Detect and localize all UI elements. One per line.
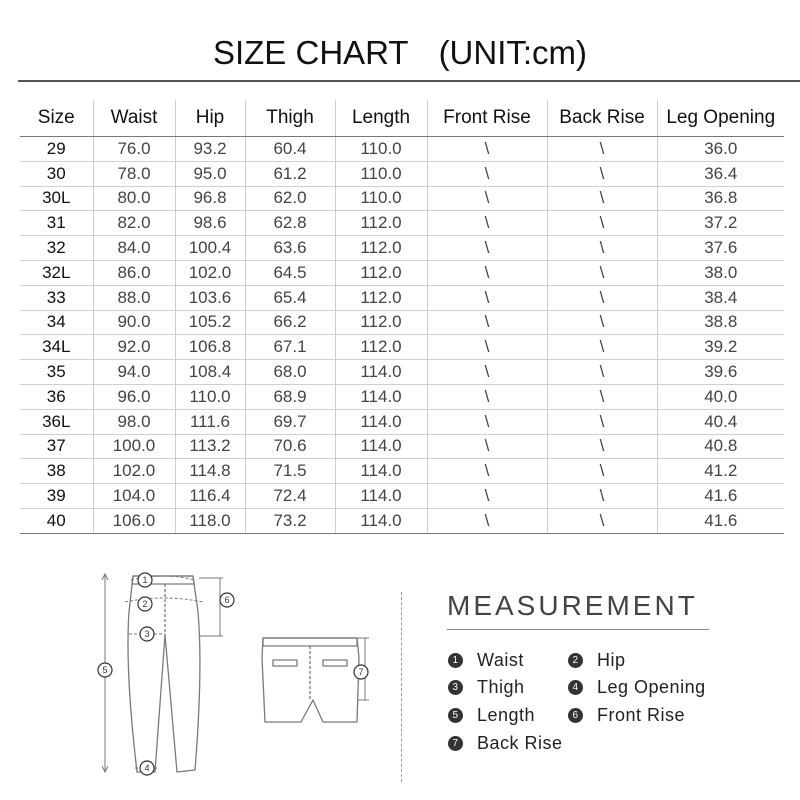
table-row <box>20 186 784 211</box>
value-cell: 95.0 <box>175 161 245 186</box>
value-cell: 63.6 <box>245 236 335 261</box>
value-cell: \ <box>427 508 547 533</box>
column-header: Leg Opening <box>657 100 784 137</box>
value-cell: \ <box>547 409 657 434</box>
value-cell: 38.0 <box>657 260 784 285</box>
size-cell: 39 <box>20 484 93 509</box>
value-cell: 65.4 <box>245 285 335 310</box>
badge-icon: 3 <box>448 680 463 695</box>
value-cell: 112.0 <box>335 260 427 285</box>
value-cell: 114.0 <box>335 459 427 484</box>
value-cell: 39.2 <box>657 335 784 360</box>
legend-item-front-rise <box>568 704 685 726</box>
table-row <box>20 161 784 186</box>
value-cell: 110.0 <box>175 384 245 409</box>
size-cell: 36 <box>20 384 93 409</box>
title-text: SIZE CHART <box>212 34 409 71</box>
value-cell: \ <box>427 409 547 434</box>
size-cell: 31 <box>20 211 93 236</box>
value-cell: 82.0 <box>93 211 175 236</box>
value-cell: 37.6 <box>657 236 784 261</box>
value-cell: 36.4 <box>657 161 784 186</box>
value-cell: 98.6 <box>175 211 245 236</box>
legend-item-thigh <box>448 676 525 698</box>
table-row <box>20 137 784 162</box>
value-cell: \ <box>427 434 547 459</box>
table-row <box>20 236 784 261</box>
value-cell: 112.0 <box>335 211 427 236</box>
value-cell: 73.2 <box>245 508 335 533</box>
svg-text:3: 3 <box>144 629 150 639</box>
pants-back-waistband <box>263 638 357 646</box>
legend-label: Leg Opening <box>597 676 706 697</box>
legend-label: Thigh <box>477 676 525 697</box>
value-cell: 103.6 <box>175 285 245 310</box>
value-cell: \ <box>547 434 657 459</box>
value-cell: 100.0 <box>93 434 175 459</box>
size-cell: 34L <box>20 335 93 360</box>
value-cell: 84.0 <box>93 236 175 261</box>
value-cell: 98.0 <box>93 409 175 434</box>
value-cell: \ <box>547 335 657 360</box>
svg-text:2: 2 <box>142 599 148 609</box>
value-cell: \ <box>427 384 547 409</box>
value-cell: \ <box>547 137 657 162</box>
value-cell: 41.2 <box>657 459 784 484</box>
legend-label: Front Rise <box>597 704 686 725</box>
table-row <box>20 508 784 533</box>
value-cell: 40.8 <box>657 434 784 459</box>
value-cell: 106.8 <box>175 335 245 360</box>
value-cell: 70.6 <box>245 434 335 459</box>
pants-back-pocket-left <box>273 660 297 666</box>
badge-icon: 6 <box>568 708 583 723</box>
legend-item-hip <box>568 649 626 671</box>
value-cell: 69.7 <box>245 409 335 434</box>
value-cell: 67.1 <box>245 335 335 360</box>
legend-title: MEASUREMENT <box>447 590 698 621</box>
svg-text:7: 7 <box>358 667 364 677</box>
size-cell: 32L <box>20 260 93 285</box>
value-cell: 60.4 <box>245 137 335 162</box>
value-cell: 114.8 <box>175 459 245 484</box>
table-row <box>20 459 784 484</box>
value-cell: 112.0 <box>335 310 427 335</box>
marker-thigh <box>140 627 154 641</box>
size-cell: 38 <box>20 459 93 484</box>
value-cell: \ <box>547 384 657 409</box>
marker-waist <box>138 573 152 587</box>
value-cell: 102.0 <box>175 260 245 285</box>
value-cell: \ <box>547 260 657 285</box>
value-cell: 114.0 <box>335 508 427 533</box>
size-cell: 30 <box>20 161 93 186</box>
column-header: Hip <box>175 100 245 137</box>
value-cell: \ <box>427 260 547 285</box>
value-cell: 68.9 <box>245 384 335 409</box>
value-cell: 39.6 <box>657 360 784 385</box>
value-cell: 36.8 <box>657 186 784 211</box>
value-cell: \ <box>427 360 547 385</box>
value-cell: 114.0 <box>335 384 427 409</box>
value-cell: 114.0 <box>335 360 427 385</box>
value-cell: 38.8 <box>657 310 784 335</box>
legend-label: Length <box>477 704 536 725</box>
size-cell: 40 <box>20 508 93 533</box>
table-row <box>20 434 784 459</box>
value-cell: \ <box>547 211 657 236</box>
value-cell: 88.0 <box>93 285 175 310</box>
value-cell: \ <box>427 310 547 335</box>
value-cell: 40.4 <box>657 409 784 434</box>
value-cell: 106.0 <box>93 508 175 533</box>
value-cell: 104.0 <box>93 484 175 509</box>
unit-text: (UNIT:cm) <box>438 34 588 71</box>
legend-label: Waist <box>477 649 524 670</box>
table-row <box>20 360 784 385</box>
value-cell: \ <box>547 484 657 509</box>
value-cell: 105.2 <box>175 310 245 335</box>
legend-underline <box>447 629 709 630</box>
value-cell: \ <box>427 161 547 186</box>
table-row <box>20 260 784 285</box>
value-cell: 38.4 <box>657 285 784 310</box>
value-cell: 114.0 <box>335 409 427 434</box>
value-cell: 102.0 <box>93 459 175 484</box>
value-cell: 72.4 <box>245 484 335 509</box>
value-cell: 62.8 <box>245 211 335 236</box>
marker-length <box>98 663 112 677</box>
badge-icon: 5 <box>448 708 463 723</box>
legend-item-waist <box>448 649 524 671</box>
value-cell: 71.5 <box>245 459 335 484</box>
value-cell: 112.0 <box>335 236 427 261</box>
badge-icon: 7 <box>448 736 463 751</box>
svg-text:1: 1 <box>142 575 148 585</box>
value-cell: 113.2 <box>175 434 245 459</box>
value-cell: 41.6 <box>657 484 784 509</box>
marker-hip <box>138 597 152 611</box>
badge-icon: 4 <box>568 680 583 695</box>
value-cell: \ <box>547 236 657 261</box>
value-cell: \ <box>547 508 657 533</box>
value-cell: 64.5 <box>245 260 335 285</box>
value-cell: \ <box>427 459 547 484</box>
value-cell: \ <box>547 285 657 310</box>
value-cell: \ <box>547 310 657 335</box>
column-header: Thigh <box>245 100 335 137</box>
table-row <box>20 285 784 310</box>
value-cell: 111.6 <box>175 409 245 434</box>
pants-back-outline <box>262 638 359 722</box>
value-cell: 40.0 <box>657 384 784 409</box>
size-cell: 36L <box>20 409 93 434</box>
column-header: Front Rise <box>427 100 547 137</box>
table-row <box>20 310 784 335</box>
size-cell: 29 <box>20 137 93 162</box>
value-cell: 108.4 <box>175 360 245 385</box>
value-cell: 93.2 <box>175 137 245 162</box>
section-divider <box>401 592 402 782</box>
value-cell: 61.2 <box>245 161 335 186</box>
table-row <box>20 409 784 434</box>
svg-text:6: 6 <box>224 595 230 605</box>
value-cell: \ <box>547 161 657 186</box>
value-cell: 36.0 <box>657 137 784 162</box>
pants-diagram <box>95 560 395 790</box>
size-cell: 33 <box>20 285 93 310</box>
table-row <box>20 211 784 236</box>
column-header: Back Rise <box>547 100 657 137</box>
page-title <box>0 28 800 78</box>
size-chart-table <box>20 100 784 534</box>
value-cell: 110.0 <box>335 161 427 186</box>
value-cell: 68.0 <box>245 360 335 385</box>
legend-label: Back Rise <box>477 732 563 753</box>
badge-icon: 2 <box>568 653 583 668</box>
value-cell: \ <box>427 186 547 211</box>
column-header: Length <box>335 100 427 137</box>
table-row <box>20 384 784 409</box>
value-cell: 114.0 <box>335 484 427 509</box>
value-cell: 62.0 <box>245 186 335 211</box>
value-cell: \ <box>427 484 547 509</box>
size-cell: 37 <box>20 434 93 459</box>
value-cell: 112.0 <box>335 335 427 360</box>
title-divider <box>18 80 800 82</box>
value-cell: 112.0 <box>335 285 427 310</box>
value-cell: \ <box>427 335 547 360</box>
marker-leg-opening <box>140 761 154 775</box>
size-cell: 32 <box>20 236 93 261</box>
badge-icon: 1 <box>448 653 463 668</box>
marker-front-rise <box>220 593 234 607</box>
value-cell: 110.0 <box>335 186 427 211</box>
value-cell: 96.8 <box>175 186 245 211</box>
legend-item-back-rise <box>448 732 563 754</box>
value-cell: \ <box>547 360 657 385</box>
table-row <box>20 484 784 509</box>
value-cell: 80.0 <box>93 186 175 211</box>
table-row <box>20 335 784 360</box>
value-cell: 66.2 <box>245 310 335 335</box>
svg-text:5: 5 <box>102 665 108 675</box>
value-cell: \ <box>427 236 547 261</box>
value-cell: 94.0 <box>93 360 175 385</box>
value-cell: 118.0 <box>175 508 245 533</box>
value-cell: 76.0 <box>93 137 175 162</box>
value-cell: 96.0 <box>93 384 175 409</box>
table-body <box>20 137 784 534</box>
hip-arrow <box>125 598 203 602</box>
value-cell: \ <box>427 137 547 162</box>
value-cell: 37.2 <box>657 211 784 236</box>
value-cell: 110.0 <box>335 137 427 162</box>
column-header: Waist <box>93 100 175 137</box>
value-cell: 41.6 <box>657 508 784 533</box>
value-cell: \ <box>427 211 547 236</box>
table-header-row <box>20 100 784 137</box>
pants-back-pocket-right <box>323 660 347 666</box>
legend-label: Hip <box>597 649 626 670</box>
marker-back-rise <box>354 665 368 679</box>
value-cell: \ <box>547 186 657 211</box>
legend-item-leg-opening <box>568 676 706 698</box>
svg-text:4: 4 <box>144 763 150 773</box>
value-cell: 90.0 <box>93 310 175 335</box>
value-cell: 116.4 <box>175 484 245 509</box>
size-cell: 34 <box>20 310 93 335</box>
value-cell: 78.0 <box>93 161 175 186</box>
value-cell: 92.0 <box>93 335 175 360</box>
value-cell: 100.4 <box>175 236 245 261</box>
value-cell: \ <box>547 459 657 484</box>
value-cell: 114.0 <box>335 434 427 459</box>
value-cell: 86.0 <box>93 260 175 285</box>
value-cell: \ <box>427 285 547 310</box>
size-cell: 35 <box>20 360 93 385</box>
legend-item-length <box>448 704 535 726</box>
column-header: Size <box>20 100 93 137</box>
size-cell: 30L <box>20 186 93 211</box>
